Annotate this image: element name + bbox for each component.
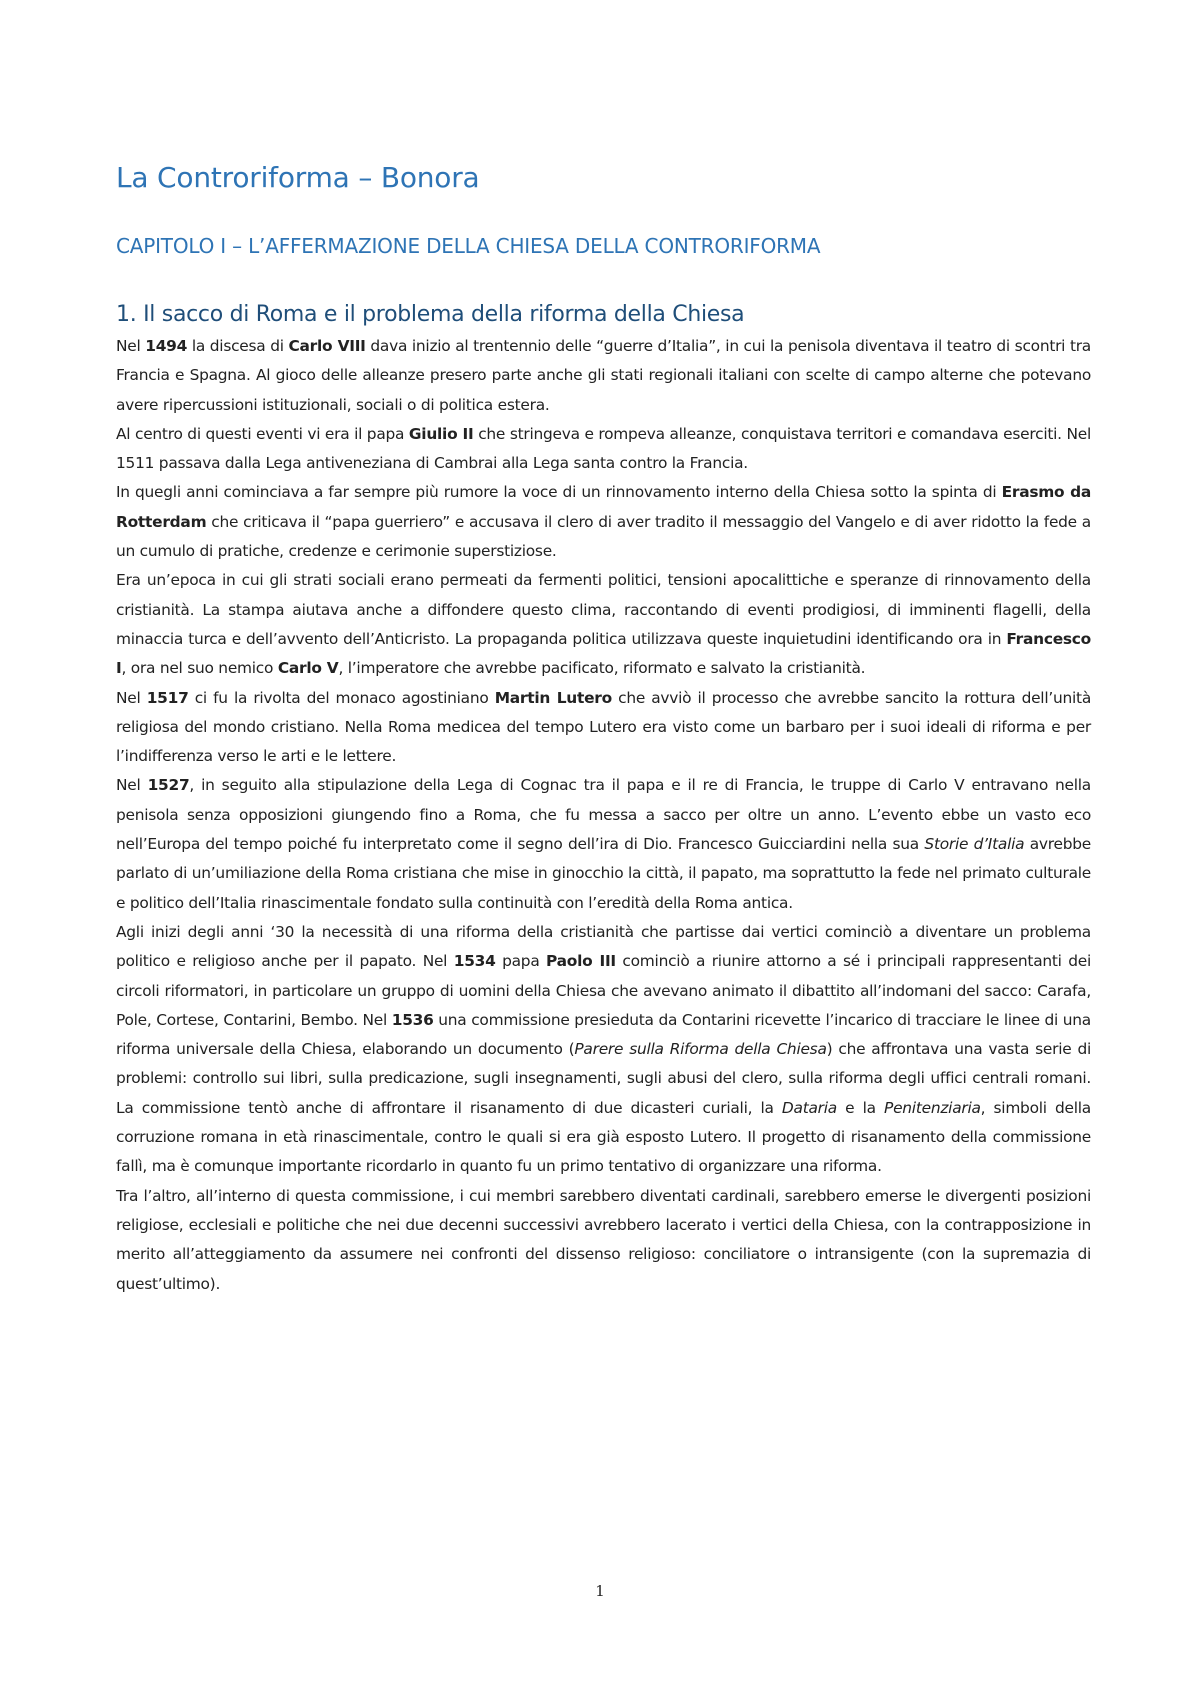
italic-text: Parere sulla Riforma della Chiesa (574, 1040, 827, 1059)
bold-text: Martin Lutero (494, 688, 612, 707)
text-run: e la (836, 1098, 885, 1117)
text-run: che stringeva e rompeva alleanze, conquistava territori e comandava eserciti. Nel 1511 passava dalla Lega antiveneziana di Cambrai alla Lega santa contro la Francia. (116, 424, 1091, 473)
chapter-heading: CAPITOLO I – L’AFFERMAZIONE DELLA CHIESA DELLA CONTRORIFORMA (116, 234, 821, 258)
body-paragraph (116, 1182, 1091, 1299)
text-run: Nel (116, 776, 148, 795)
document-title: La Controriforma – Bonora (116, 161, 480, 194)
page-number: 1 (595, 1582, 605, 1600)
italic-text: Storie d’Italia (924, 835, 1025, 854)
body-paragraph (116, 420, 1091, 479)
text-run: ci fu la rivolta del monaco agostiniano (188, 688, 495, 707)
body-paragraph (116, 478, 1091, 566)
text-run: che criticava il “papa guerriero” e accusava il clero di aver tradito il messaggio del Vangelo e di aver ridotto la fede a un cumulo di pratiche, credenze e cerimonie superstiziose. (116, 512, 1091, 561)
text-run: una commissione presieduta da Contarini ricevette l’incarico di tracciare le linee di una riforma universale della Chiesa, elaborando un documento ( (116, 1010, 1091, 1059)
text-run: , l’imperatore che avrebbe pacificato, riformato e salvato la cristianità. (338, 659, 866, 678)
text-run: Tra l’altro, all’interno di questa commissione, i cui membri sarebbero diventati cardinali, sarebbero emerse le divergenti posizioni religiose, ecclesiali e politiche che nei due decenni successivi avrebbero lacerato i vertici della Chiesa, con la contrapposizione in merito all’atteggiamento da assumere nei confronti del dissenso religioso: conciliatore o intransigente (con la supremazia di quest’ultimo). (116, 1186, 1091, 1293)
text-run: dava inizio al trentennio delle “guerre d’Italia”, in cui la penisola diventava il teatro di scontri tra Francia e Spagna. Al gioco delle alleanze presero parte anche gli stati regionali italiani con scelte di campo alterne che potevano avere ripercussioni istituzionali, sociali o di politica estera. (116, 337, 1091, 414)
text-run: , ora nel suo nemico (121, 659, 278, 678)
bold-text: Erasmo da Rotterdam (116, 483, 1091, 531)
bold-text: 1494 (145, 337, 188, 355)
body-paragraph (116, 566, 1091, 683)
bold-text: 1536 (391, 1010, 434, 1029)
body-paragraph (116, 332, 1091, 420)
text-run: cominciò a riunire attorno a sé i principali rappresentanti dei circoli riformatori, in particolare un gruppo di uomini della Chiesa che avevano animato il dibattito all’indomani del sacco: Carafa, Pole, Cortese, Contarini, Bembo. Nel (116, 952, 1091, 1029)
bold-text: Carlo VIII (288, 337, 366, 355)
text-run: avrebbe parlato di un’umiliazione della Roma cristiana che mise in ginocchio la città, il papato, ma soprattutto la fede nel primato culturale e politico dell’Italia rinascimentale fondato sulla continuità con l’eredità della Roma antica. (116, 835, 1092, 912)
text-run: che avviò il processo che avrebbe sancito la rottura dell’unità religiosa del mondo cristiano. Nella Roma medicea del tempo Lutero era visto come un barbaro per i suoi ideali di riforma e per l’indifferenza verso le arti e le lettere. (116, 688, 1091, 766)
bold-text: Francesco I (116, 629, 1091, 678)
text-run: Era un’epoca in cui gli strati sociali erano permeati da fermenti politici, tensioni apocalittiche e speranze di rinnovamento della cristianità. La stampa aiutava anche a diffondere questo clima, raccontando di eventi prodigiosi, di imminenti flagelli, della minaccia turca e dell’avvento dell’Anticristo. La propaganda politica utilizzava queste inquietudini identificando ora in (116, 571, 1091, 648)
italic-text: Penitenziaria (884, 1098, 981, 1117)
bold-text: Giulio II (408, 424, 474, 443)
text-run: In quegli anni cominciava a far sempre più rumore la voce di un rinnovamento interno della Chiesa sotto la spinta di (116, 483, 1002, 502)
document-body (116, 160, 1091, 1299)
text-run: Al centro di questi eventi vi era il papa (116, 424, 409, 443)
bold-text: Carlo V (277, 659, 339, 678)
text-run: Nel (116, 337, 146, 355)
text-run: , simboli della corruzione romana in età rinascimentale, contro le quali si era già esposto Lutero. Il progetto di risanamento della commissione fallì, ma è comunque importante ricordarlo in quanto fu un primo tentativo di organizzare una riforma. (116, 1098, 1091, 1176)
text-run: , in seguito alla stipulazione della Lega di Cognac tra il papa e il re di Francia, le truppe di Carlo V entravano nella penisola senza opposizioni giungendo fino a Roma, che fu messa a sacco per oltre un anno. L’evento ebbe un vasto eco nell’Europa del tempo poiché fu interpretato come il segno dell’ira di Dio. Francesco Guicciardini nella sua (116, 776, 1091, 854)
body-paragraph (116, 918, 1091, 1182)
text-run: ) che affrontava una vasta serie di problemi: controllo sui libri, sulla predicazione, sugli insegnamenti, sugli abusi del clero, sulla riforma degli uffici centrali romani. La commissione tentò anche di affrontare il risanamento di due dicasteri curiali, la (116, 1040, 1091, 1117)
body-paragraph (116, 771, 1091, 917)
text-run: Nel (116, 688, 147, 707)
text-run: Agli inizi degli anni ‘30 la necessità di una riforma della cristianità che partisse dai vertici cominciò a diventare un problema politico e religioso anche per il papato. Nel (116, 922, 1091, 971)
bold-text: 1534 (453, 952, 496, 971)
paragraphs (116, 332, 1091, 1299)
text-run: papa (495, 952, 547, 971)
bold-text: 1527 (147, 776, 190, 795)
body-paragraph (116, 684, 1091, 772)
text-run: la discesa di (187, 337, 289, 355)
italic-text: Dataria (781, 1098, 837, 1117)
section-heading: 1. Il sacco di Roma e il problema della riforma della Chiesa (116, 302, 745, 327)
bold-text: 1517 (146, 688, 189, 707)
bold-text: Paolo III (546, 952, 616, 971)
